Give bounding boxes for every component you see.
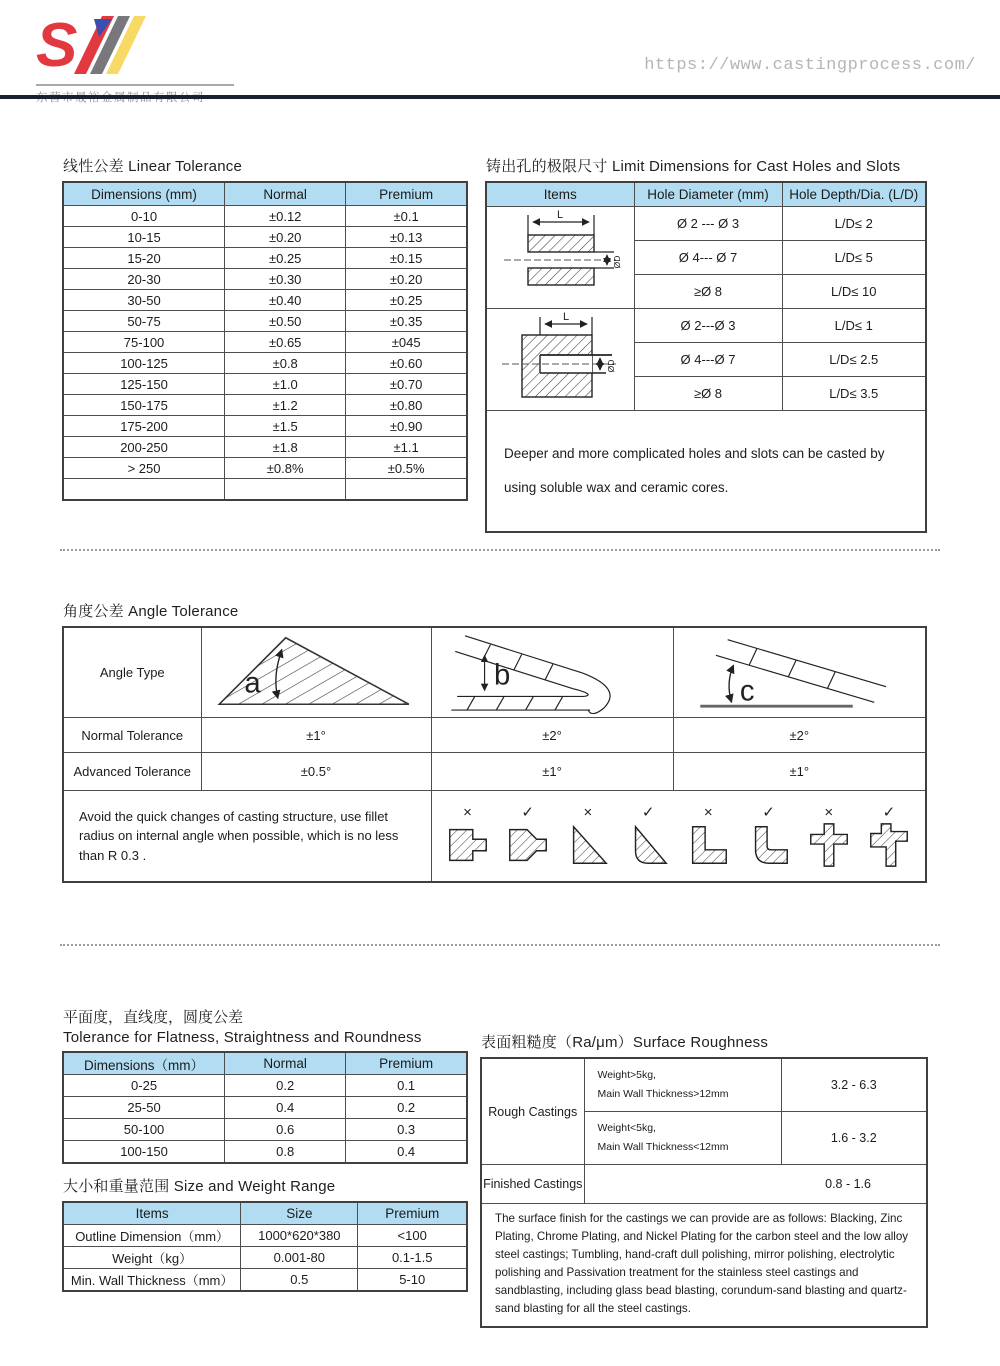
chamfered-socket-icon: [506, 821, 550, 869]
cross-mark: ×: [583, 803, 593, 821]
cell: 150-175: [63, 395, 225, 416]
cell: L/D≤ 5: [782, 241, 926, 275]
flatness-table: [62, 1051, 468, 1164]
column-header: Items: [486, 182, 634, 207]
cell: ±0.25: [225, 248, 346, 269]
angle-c-diagram: [673, 627, 926, 718]
table-row: [486, 411, 926, 533]
cell: ±0.40: [225, 290, 346, 311]
cross-mark: ×: [703, 803, 713, 821]
table-row: [63, 206, 467, 227]
cell: 200-250: [63, 437, 225, 458]
table-row: [63, 627, 926, 718]
cell: 125-150: [63, 374, 225, 395]
cell: 0.1: [346, 1075, 467, 1097]
cell: Ø 4---Ø 7: [634, 343, 782, 377]
cell: ±0.20: [225, 227, 346, 248]
cell: <100: [358, 1225, 467, 1247]
cell: 0.001-80: [241, 1247, 358, 1269]
blind-hole-diagram: [486, 309, 634, 411]
angle-c-icon: [686, 628, 912, 714]
cell: ≥Ø 8: [634, 377, 782, 411]
cast-holes-table: [485, 181, 927, 533]
cell: 10-15: [63, 227, 225, 248]
cell: > 250: [63, 458, 225, 479]
table-row: [63, 437, 467, 458]
cell: ±045: [346, 332, 467, 353]
cell: 25-50: [63, 1097, 225, 1119]
cell: ±1°: [673, 753, 926, 791]
section-title: 表面粗糙度（Ra/μm）Surface Roughness: [481, 1034, 769, 1051]
table-row: [63, 1141, 467, 1164]
good-corner-example: [747, 804, 791, 869]
column-header: Hole Depth/Dia. (L/D): [782, 182, 926, 207]
cell: 0.4: [225, 1097, 346, 1119]
cell: ±0.12: [225, 206, 346, 227]
cell: Min. Wall Thickness（mm）: [63, 1269, 241, 1292]
design-examples: [431, 791, 926, 883]
row-label: Advanced Tolerance: [63, 753, 201, 791]
table-row: [63, 753, 926, 791]
table-header-row: [486, 182, 926, 207]
cell: 0.6: [225, 1119, 346, 1141]
linear-tolerance-section: [62, 155, 468, 501]
table-row: [481, 1058, 927, 1112]
cell: Outline Dimension（mm）: [63, 1225, 241, 1247]
column-header: Normal: [225, 182, 346, 206]
section-title: 角度公差 Angle Tolerance: [63, 603, 239, 620]
cross-section-icon: [807, 821, 851, 869]
cell: ±0.15: [346, 248, 467, 269]
table-row: [63, 416, 467, 437]
cell: 0.8 - 1.6: [584, 1165, 927, 1204]
condition-cell: [584, 1112, 781, 1165]
cell: 15-20: [63, 248, 225, 269]
svg-text:ØD: ØD: [606, 359, 617, 373]
cell: L/D≤ 2: [782, 207, 926, 241]
check-mark: ✓: [882, 803, 896, 821]
website-url-link[interactable]: https://www.castingprocess.com/: [644, 56, 976, 75]
cell: ±0.50: [225, 311, 346, 332]
table-row: [63, 1075, 467, 1097]
cell: ±1.0: [225, 374, 346, 395]
cast-holes-section: [485, 155, 925, 533]
angle-b-diagram: [431, 627, 673, 718]
cell: 0.4: [346, 1141, 467, 1164]
cell: 50-75: [63, 311, 225, 332]
check-mark: ✓: [521, 803, 534, 821]
condition-line: Main Wall Thickness<12mm: [597, 1141, 729, 1153]
cell: ±1.5: [225, 416, 346, 437]
svg-text:c: c: [740, 674, 755, 708]
cell: ±1.8: [225, 437, 346, 458]
through-hole-diagram: [486, 207, 634, 309]
condition-cell: [584, 1058, 781, 1112]
cell: ±1°: [431, 753, 673, 791]
column-header: Hole Diameter (mm): [634, 182, 782, 207]
cross-mark: ×: [463, 803, 472, 821]
cell: 5-10: [358, 1269, 467, 1292]
bad-socket-example: [446, 804, 490, 869]
table-header-row: [63, 182, 467, 206]
table-row: [63, 1247, 467, 1269]
row-label: Normal Tolerance: [63, 718, 201, 753]
dotted-divider: [60, 549, 940, 551]
svg-text:L: L: [563, 311, 570, 323]
angle-a-diagram: [201, 627, 431, 718]
column-header: Premium: [358, 1202, 467, 1225]
column-header: Dimensions (mm): [63, 182, 225, 206]
cell: ±0.5%: [346, 458, 467, 479]
column-header: Size: [241, 1202, 358, 1225]
cell: ±0.13: [346, 227, 467, 248]
check-mark: ✓: [762, 803, 775, 821]
cell: ±0.90: [346, 416, 467, 437]
surface-roughness-section: [480, 1031, 926, 1328]
cell: ±1.1: [346, 437, 467, 458]
bad-corner-example: [686, 804, 730, 869]
cell: ±0.25: [346, 290, 467, 311]
bad-triangle-example: [566, 804, 610, 869]
cell: [346, 479, 467, 501]
cell: L/D≤ 1: [782, 309, 926, 343]
cell: ±0.35: [346, 311, 467, 332]
svg-text:a: a: [244, 666, 261, 700]
column-header: Premium: [346, 182, 467, 206]
cell: 20-30: [63, 269, 225, 290]
table-row: [63, 395, 467, 416]
cell: 0-10: [63, 206, 225, 227]
cross-mark: ×: [824, 803, 834, 821]
cell: Weight（kg）: [63, 1247, 241, 1269]
cell: ±2°: [673, 718, 926, 753]
table-row: [486, 207, 926, 241]
cell: 3.2 - 6.3: [781, 1058, 927, 1112]
angle-b-icon: [439, 628, 665, 714]
row-label: Rough Castings: [481, 1058, 584, 1165]
section-title: 大小和重量范围 Size and Weight Range: [63, 1178, 336, 1195]
cell: 0.5: [241, 1269, 358, 1292]
angle-tolerance-table: [62, 626, 927, 883]
angle-tolerance-section: [62, 600, 925, 883]
cell: ±1°: [201, 718, 431, 753]
table-row: [63, 311, 467, 332]
dotted-divider: [60, 944, 940, 946]
column-header: Premium: [346, 1052, 467, 1075]
surface-finish-note: The surface finish for the castings we can provide are as follows: Blacking, Zinc Plating, Chrome Plating, and Nickel Plating for the carbon steel and the low alloy steel castings; Tumbling, hand-craft dull polishing, mirror polishing, electrolytic polishing and Passivation treatment for the stainless steel castings and sandblasting, including glass bead blasting, corundum-sand blasting and quartz-sand blasting for all the steel castings.: [481, 1204, 927, 1328]
cell: [63, 479, 225, 501]
cell: Ø 4--- Ø 7: [634, 241, 782, 275]
cell: ≥Ø 8: [634, 275, 782, 309]
table-row: [63, 1269, 467, 1292]
cell: ±2°: [431, 718, 673, 753]
blind-hole-icon: [494, 309, 626, 405]
holes-note: Deeper and more complicated holes and slots can be casted by using soluble wax and ceramic cores.: [486, 411, 926, 533]
table-row: [63, 479, 467, 501]
table-row: [63, 718, 926, 753]
check-mark: ✓: [641, 803, 655, 821]
column-header: Dimensions（mm）: [63, 1052, 225, 1075]
table-header-row: [63, 1202, 467, 1225]
cell: 175-200: [63, 416, 225, 437]
linear-tolerance-table: [62, 181, 468, 501]
column-header: Normal: [225, 1052, 346, 1075]
condition-line: Weight<5kg,: [597, 1121, 656, 1134]
table-row: [481, 1204, 927, 1328]
row-label: Angle Type: [63, 627, 201, 718]
cell: 1.6 - 3.2: [781, 1112, 927, 1165]
condition-line: Weight>5kg,: [597, 1068, 656, 1081]
cell: L/D≤ 10: [782, 275, 926, 309]
flatness-section: [62, 1006, 468, 1164]
sharp-corner-icon: [686, 821, 730, 869]
size-weight-section: [62, 1175, 468, 1292]
table-row: [63, 1097, 467, 1119]
cell: 0.1-1.5: [358, 1247, 467, 1269]
cell: [225, 479, 346, 501]
table-row: [63, 1119, 467, 1141]
cell: ±0.80: [346, 395, 467, 416]
svg-text:b: b: [494, 658, 511, 692]
cell: 50-100: [63, 1119, 225, 1141]
table-row: [63, 791, 926, 883]
cell: ±0.1: [346, 206, 467, 227]
cell: ±0.60: [346, 353, 467, 374]
svg-text:L: L: [557, 209, 564, 221]
section-title-en: Tolerance for Flatness, Straightness and Roundness: [63, 1029, 422, 1046]
cell: 1000*620*380: [241, 1225, 358, 1247]
cell: 100-125: [63, 353, 225, 374]
cell: ±0.5°: [201, 753, 431, 791]
table-row: [63, 458, 467, 479]
through-hole-icon: [494, 207, 626, 303]
design-example-shapes: [440, 804, 918, 869]
column-header: Items: [63, 1202, 241, 1225]
cell: Ø 2---Ø 3: [634, 309, 782, 343]
table-row: [481, 1165, 927, 1204]
row-label: Finished Castings: [481, 1165, 584, 1204]
size-weight-table: [62, 1201, 468, 1292]
table-header-row: [63, 1052, 467, 1075]
company-logo: [36, 10, 234, 105]
rounded-triangle-icon: [626, 821, 670, 869]
logo-mark-icon: [36, 10, 186, 78]
table-row: [486, 309, 926, 343]
sharp-triangle-icon: [566, 821, 610, 869]
table-row: [63, 374, 467, 395]
cell: ±0.8%: [225, 458, 346, 479]
sharp-socket-icon: [446, 821, 490, 869]
header-divider: [0, 95, 1000, 99]
bad-cross-example: [807, 804, 851, 869]
good-triangle-example: [626, 804, 670, 869]
section-title: 线性公差 Linear Tolerance: [63, 158, 243, 175]
good-cross-example: [867, 804, 911, 869]
cell: 0-25: [63, 1075, 225, 1097]
condition-line: Main Wall Thickness>12mm: [597, 1088, 729, 1100]
offset-cross-icon: [867, 821, 911, 869]
cell: ±0.20: [346, 269, 467, 290]
angle-a-icon: [203, 628, 429, 714]
section-title: 铸出孔的极限尺寸 Limit Dimensions for Cast Holes and Slots: [486, 158, 901, 175]
cell: L/D≤ 2.5: [782, 343, 926, 377]
cell: 0.2: [346, 1097, 467, 1119]
table-row: [63, 353, 467, 374]
cell: ±1.2: [225, 395, 346, 416]
table-row: [63, 290, 467, 311]
cell: Ø 2 --- Ø 3: [634, 207, 782, 241]
table-row: [63, 227, 467, 248]
cell: 0.3: [346, 1119, 467, 1141]
cell: 0.2: [225, 1075, 346, 1097]
fillet-corner-icon: [747, 821, 791, 869]
section-title-cn: 平面度，直线度，圆度公差: [63, 1009, 244, 1026]
angle-note: Avoid the quick changes of casting structure, use fillet radius on internal angle when possible, which is no less than R 0.3 .: [63, 791, 431, 883]
cell: ±0.8: [225, 353, 346, 374]
cell: 75-100: [63, 332, 225, 353]
table-row: [63, 248, 467, 269]
table-row: [63, 332, 467, 353]
cell: ±0.70: [346, 374, 467, 395]
svg-text:S: S: [36, 11, 78, 78]
cell: ±0.65: [225, 332, 346, 353]
cell: L/D≤ 3.5: [782, 377, 926, 411]
good-socket-example: [506, 804, 550, 869]
cell: 0.8: [225, 1141, 346, 1164]
surface-roughness-table: [480, 1057, 928, 1328]
cell: ±0.30: [225, 269, 346, 290]
table-row: [63, 1225, 467, 1247]
cell: 100-150: [63, 1141, 225, 1164]
cell: 30-50: [63, 290, 225, 311]
svg-text:ØD: ØD: [612, 255, 623, 269]
table-row: [63, 269, 467, 290]
